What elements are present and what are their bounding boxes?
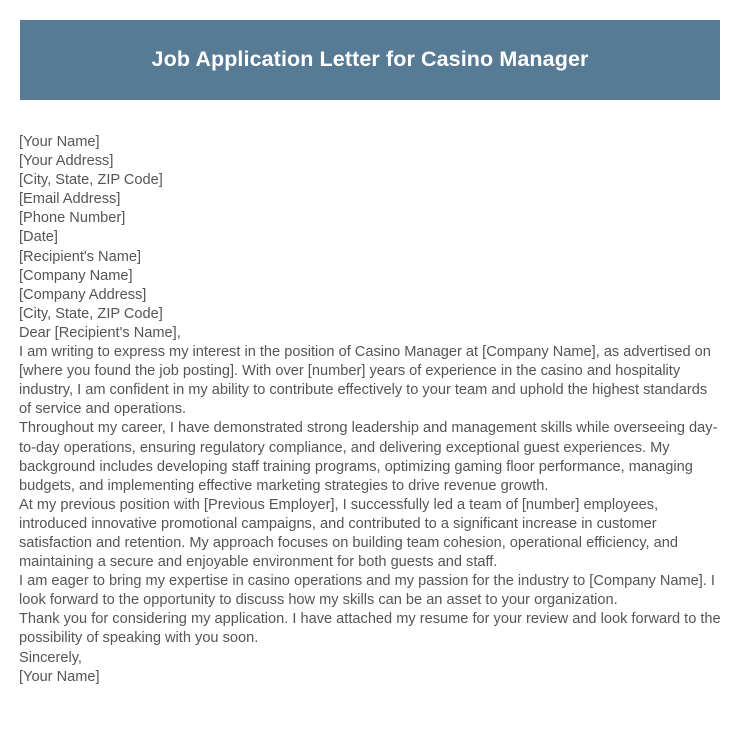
sender-email-line: [Email Address]: [19, 191, 121, 208]
header-banner: [20, 20, 720, 100]
recipient-city-line: [City, State, ZIP Code]: [19, 305, 163, 322]
sender-name-line: [Your Name]: [19, 134, 100, 150]
letter-paragraph-4: I am eager to bring my expertise in casino operations and my passion for the industry to [Company Name]. I look forward to the opportunity to discuss how my skills can be an asset to your organization.: [19, 573, 715, 609]
signature-line: [Your Name]: [19, 668, 100, 685]
recipient-company-line: [Company Name]: [19, 267, 133, 284]
letter-paragraph-2: Throughout my career, I have demonstrated strong leadership and management skills while overseeing day-to-day operations, ensuring regulatory compliance, and delivering exceptional guest experiences. My background includes developing staff training programs, optimizing gaming floor performance, managing budgets, and implementing effective marketing strategies to drive revenue growth.: [19, 420, 718, 494]
letter-paragraph-3: At my previous position with [Previous Employer], I successfully led a team of [number] employees, introduced innovative promotional campaigns, and contributed to a significant increase in customer satisfaction and retention. My approach focuses on building team cohesion, operational efficiency, and maintaining a secure and enjoyable environment for both guests and staff.: [19, 496, 679, 571]
sender-city-line: [City, State, ZIP Code]: [19, 172, 163, 189]
letter-paragraph-5: Thank you for considering my application. I have attached my resume for your review and look forward to the possibility of speaking with you soon.: [19, 611, 721, 647]
letter-paragraph-1: I am writing to express my interest in the position of Casino Manager at [Company Name], as advertised on [where you found the job posting]. With over [number] years of experience in the casino and hospitality industry, I am confident in my ability to contribute effectively to your team and uphold the highest standards of service and operations.: [19, 344, 711, 418]
sender-address-line: [Your Address]: [19, 153, 114, 170]
closing-line: Sincerely,: [19, 649, 82, 666]
page-title: Job Application Letter for Casino Manager: [151, 47, 589, 72]
date-line: [Date]: [19, 229, 58, 246]
recipient-address-line: [Company Address]: [19, 286, 147, 303]
salutation-line: Dear [Recipient's Name],: [19, 324, 181, 341]
letter-body: [19, 133, 721, 687]
recipient-name-line: [Recipient's Name]: [19, 248, 142, 265]
sender-phone-line: [Phone Number]: [19, 210, 126, 227]
